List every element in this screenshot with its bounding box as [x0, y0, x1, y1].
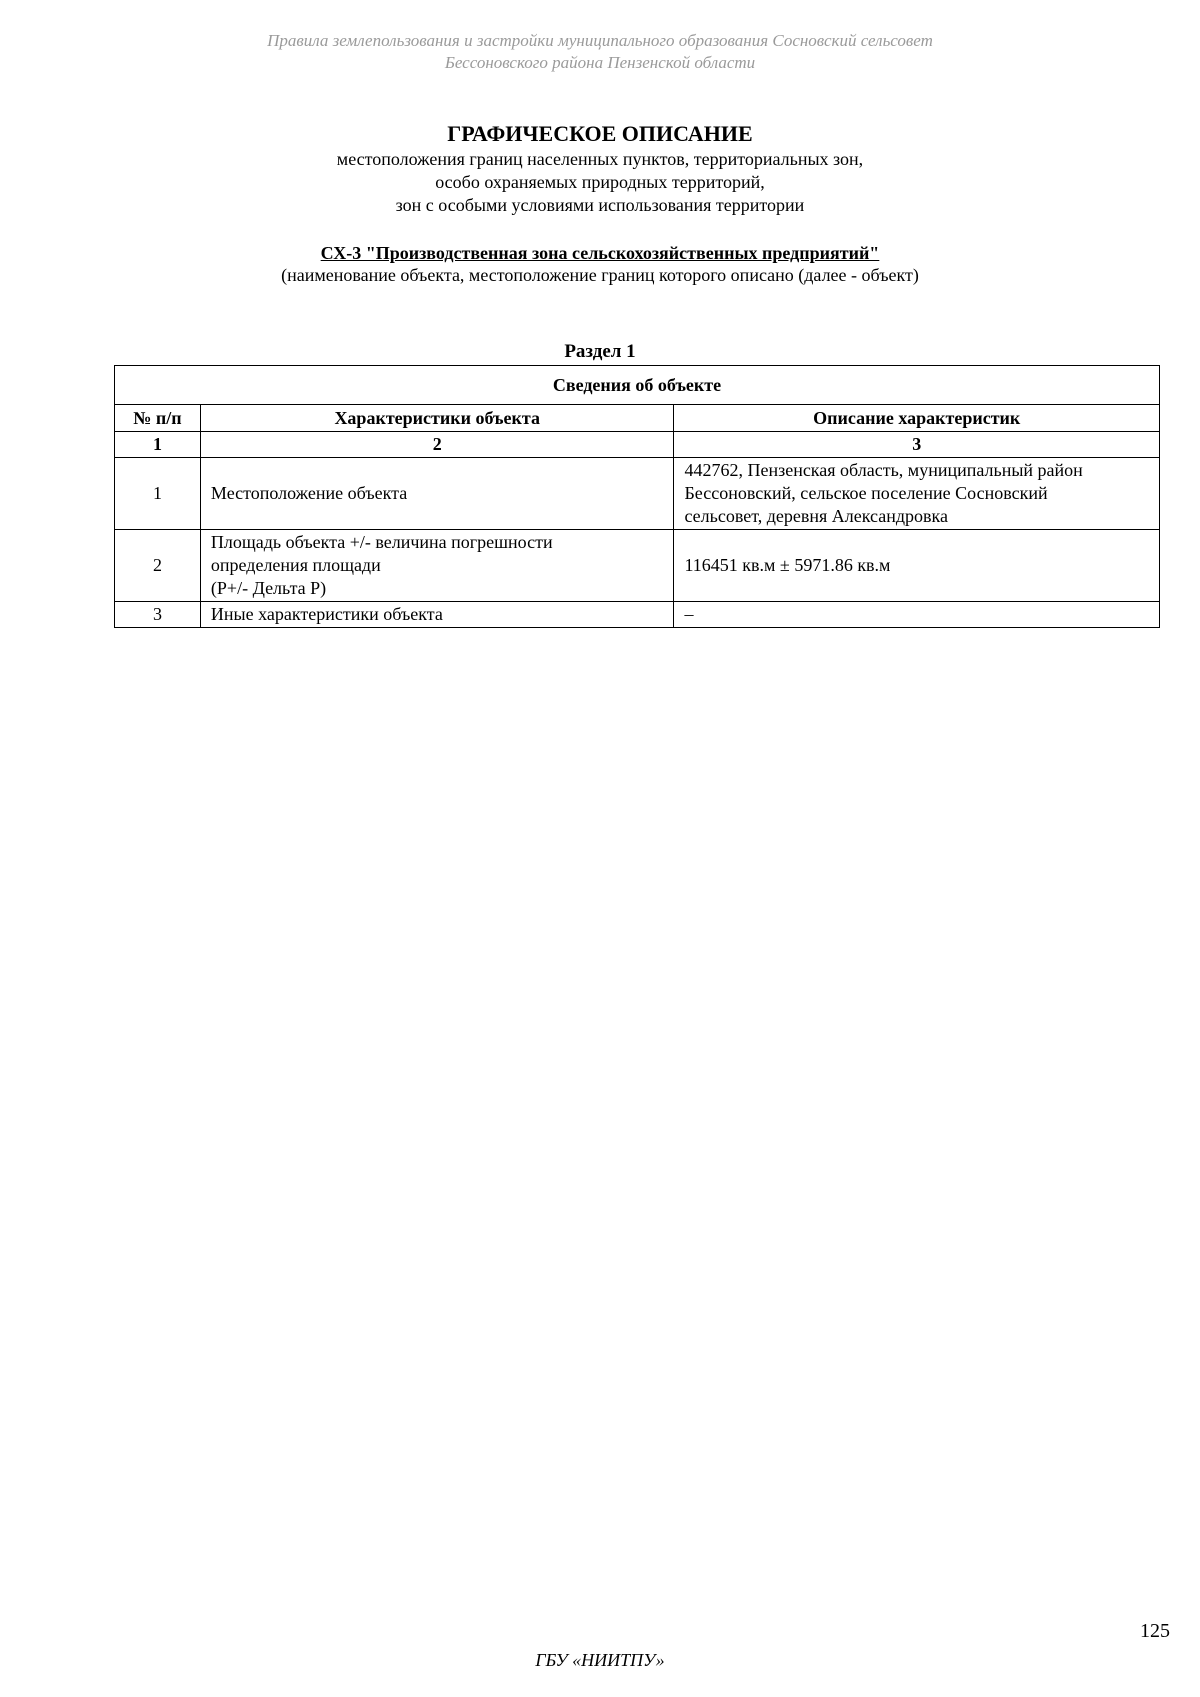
- row-number: 1: [115, 458, 201, 530]
- document-title: ГРАФИЧЕСКОЕ ОПИСАНИЕ: [447, 121, 753, 146]
- row-characteristic: [200, 530, 674, 602]
- running-header: [0, 30, 1200, 74]
- footer-organization: ГБУ «НИИТПУ»: [535, 1650, 665, 1670]
- row-description-line: Бессоновский, сельское поселение Сосновский: [684, 483, 1048, 503]
- column-number-2: 2: [200, 432, 674, 458]
- table-column-numbers-row: [115, 432, 1160, 458]
- row-characteristic-line: Местоположение объекта: [210, 483, 408, 503]
- table-row: [115, 602, 1160, 628]
- row-characteristic: [200, 602, 674, 628]
- header-description: Описание характеристик: [674, 405, 1160, 432]
- running-header-line-2: Бессоновского района Пензенской области: [444, 53, 756, 72]
- document-title-block: [0, 120, 1200, 217]
- row-description: [674, 458, 1160, 530]
- row-characteristic-line: определения площади: [210, 555, 381, 575]
- table-caption-row: [115, 366, 1160, 405]
- table-header-row: [115, 405, 1160, 432]
- row-characteristic-line: Иные характеристики объекта: [210, 604, 443, 624]
- table-row: [115, 530, 1160, 602]
- row-description-line: 116451 кв.м ± 5971.86 кв.м: [684, 555, 891, 575]
- header-number: № п/п: [115, 405, 201, 432]
- row-description-line: 442762, Пензенская область, муниципальный район: [684, 460, 1083, 480]
- document-subtitle-line-2: особо охраняемых природных территорий,: [435, 172, 765, 192]
- object-info-table: [114, 365, 1160, 628]
- section-title: Раздел 1: [564, 341, 636, 362]
- header-characteristic: Характеристики объекта: [200, 405, 674, 432]
- page-number: 125: [1140, 1620, 1170, 1642]
- row-characteristic-line: (Р+/- Дельта Р): [210, 578, 327, 598]
- row-description: [674, 602, 1160, 628]
- document-subtitle-line-1: местоположения границ населенных пунктов, территориальных зон,: [336, 149, 864, 169]
- row-description-line: сельсовет, деревня Александровка: [684, 506, 949, 526]
- column-number-3: 3: [674, 432, 1160, 458]
- table-row: [115, 458, 1160, 530]
- object-caption: (наименование объекта, местоположение границ которого описано (далее - объект): [281, 265, 919, 285]
- running-header-line-1: Правила землепользования и застройки муниципального образования Сосновский сельсовет: [267, 31, 933, 50]
- row-number: 3: [115, 602, 201, 628]
- row-number: 2: [115, 530, 201, 602]
- row-description: [674, 530, 1160, 602]
- object-block: [0, 242, 1200, 286]
- object-name: СХ-3 "Производственная зона сельскохозяйственных предприятий": [320, 243, 880, 263]
- row-characteristic: [200, 458, 674, 530]
- table-caption: Сведения об объекте: [115, 366, 1160, 405]
- document-subtitle-line-3: зон с особыми условиями использования территории: [395, 195, 805, 215]
- row-description-line: –: [684, 604, 694, 624]
- row-characteristic-line: Площадь объекта +/- величина погрешности: [210, 532, 553, 552]
- column-number-1: 1: [115, 432, 201, 458]
